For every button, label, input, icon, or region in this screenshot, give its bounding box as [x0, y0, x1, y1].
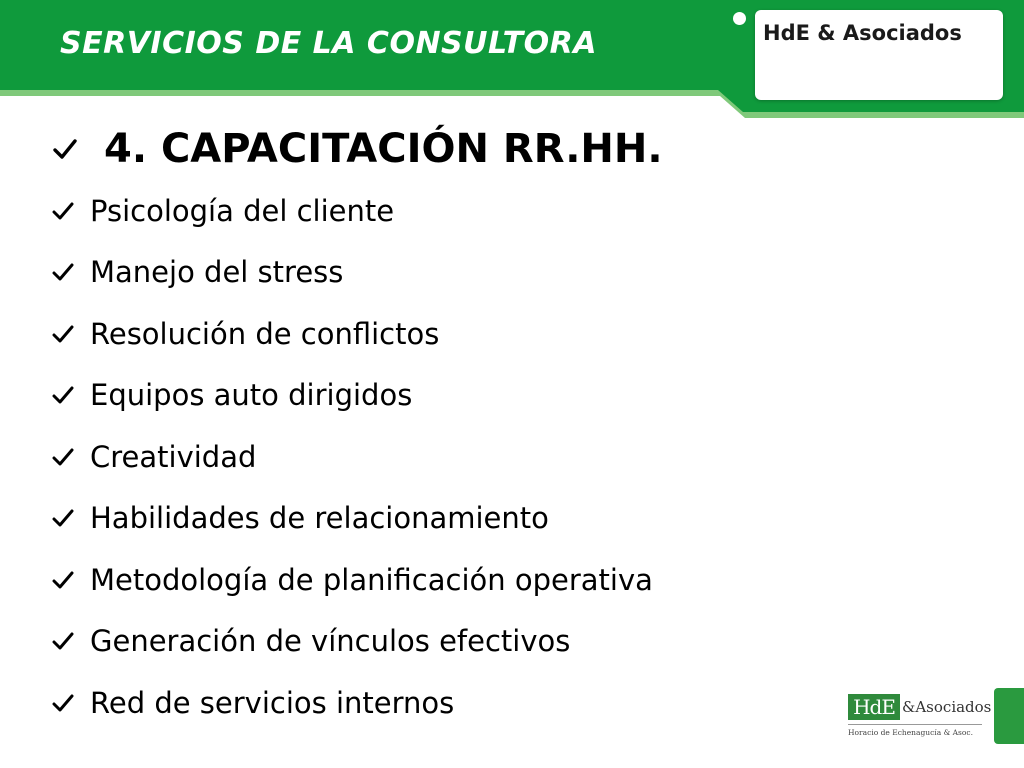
bullet-dot-icon: [733, 12, 746, 25]
checkmark-icon: [52, 384, 90, 406]
corner-accent: [994, 688, 1024, 744]
brand-name: HdE & Asociados: [763, 21, 962, 45]
logo-subtitle: Horacio de Echenagucía & Asoc.: [848, 728, 973, 737]
list-item-text: Generación de vínculos efectivos: [90, 624, 571, 659]
list-item: [52, 365, 663, 427]
brand-box: [755, 10, 1003, 100]
checkmark-icon: [52, 323, 90, 345]
slide-title: SERVICIOS DE LA CONSULTORA: [60, 26, 597, 61]
logo-name: &Asociados: [902, 698, 992, 716]
list-heading: [52, 118, 663, 180]
slide-header: [0, 0, 1024, 125]
list-item-text: Resolución de conflictos: [90, 316, 440, 351]
heading-text: 4. CAPACITACIÓN RR.HH.: [104, 126, 663, 172]
checkmark-icon: [52, 136, 104, 162]
list-item-text: Psicología del cliente: [90, 193, 395, 228]
checkmark-icon: [52, 261, 90, 283]
list-item-text: Creatividad: [90, 439, 257, 474]
checkmark-icon: [52, 692, 90, 714]
list-item-text: Equipos auto dirigidos: [90, 378, 413, 413]
checkmark-icon: [52, 507, 90, 529]
list-item: [52, 180, 663, 242]
logo-mark: HdE: [848, 694, 900, 720]
list-item-text: Red de servicios internos: [90, 685, 455, 720]
list-item-text: Habilidades de relacionamiento: [90, 501, 549, 536]
list-item: [52, 672, 663, 734]
list-item: [52, 549, 663, 611]
checkmark-icon: [52, 569, 90, 591]
list-item: [52, 303, 663, 365]
list-item-text: Metodología de planificación operativa: [90, 562, 653, 597]
list-item: [52, 611, 663, 673]
checkmark-icon: [52, 446, 90, 468]
list-item-text: Manejo del stress: [90, 255, 344, 290]
logo-divider: [848, 724, 982, 725]
company-logo: [846, 692, 992, 744]
list-item: [52, 426, 663, 488]
list-item: [52, 488, 663, 550]
service-list: [52, 118, 663, 734]
checkmark-icon: [52, 200, 90, 222]
checkmark-icon: [52, 630, 90, 652]
list-item: [52, 242, 663, 304]
